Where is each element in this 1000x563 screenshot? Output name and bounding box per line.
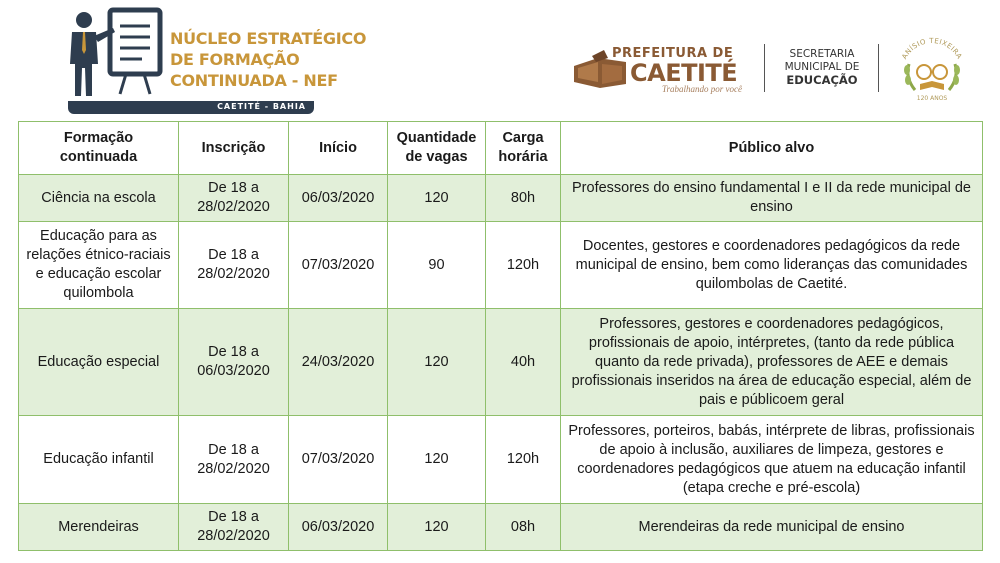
table-row <box>19 504 983 551</box>
header-formacao: Formação continuada <box>19 122 179 175</box>
header-inscricao: Inscrição <box>179 122 289 175</box>
cell-publico: Docentes, gestores e coordenadores pedagógicos da rede municipal de ensino, bem como lideranças das comunidades quilombolas de Caetité. <box>561 222 983 309</box>
nef-title <box>170 28 366 91</box>
cell-carga: 08h <box>486 504 561 551</box>
logo-divider <box>764 44 765 92</box>
prefeitura-slogan: Trabalhando por você <box>662 84 742 94</box>
cell-vagas: 120 <box>388 416 486 504</box>
prefeitura-name: CAETITÉ <box>630 59 738 87</box>
nef-logo <box>58 6 367 114</box>
nef-city: CAETITÉ - BAHIA <box>217 102 306 111</box>
secretaria-line: MUNICIPAL DE <box>784 61 860 73</box>
cell-inicio: 24/03/2020 <box>289 309 388 416</box>
cell-publico: Professores do ensino fundamental I e II da rede municipal de ensino <box>561 175 983 222</box>
table-header-row <box>19 122 983 175</box>
cell-inscricao: De 18 a 06/03/2020 <box>179 309 289 416</box>
cell-inicio: 07/03/2020 <box>289 222 388 309</box>
table-row <box>19 416 983 504</box>
cell-vagas: 120 <box>388 504 486 551</box>
nef-footer-bar <box>68 101 314 114</box>
cell-carga: 120h <box>486 416 561 504</box>
cell-publico: Professores, porteiros, babás, intérprete de libras, profissionais de apoio à inclusão, auxiliares de limpeza, gestores e coordenadores pedagógicos que atuem na educação infantil (etapa creche e pré-escola) <box>561 416 983 504</box>
secretaria-line: EDUCAÇÃO <box>786 73 858 87</box>
cell-publico: Merendeiras da rede municipal de ensino <box>561 504 983 551</box>
prefeitura-logo <box>572 42 772 96</box>
cell-formacao: Merendeiras <box>19 504 179 551</box>
header-carga: Carga horária <box>486 122 561 175</box>
cell-inscricao: De 18 a 28/02/2020 <box>179 175 289 222</box>
cell-vagas: 120 <box>388 309 486 416</box>
table-row <box>19 222 983 309</box>
cell-carga: 40h <box>486 309 561 416</box>
seal-top-text: ANÍSIO TEIXEIRA <box>900 36 964 61</box>
cell-publico: Professores, gestores e coordenadores pedagógicos, profissionais de apoio, intérpretes, (tanto da rede pública quanto da rede privada), professores de AEE e demais profissionais inseridos na área de educação especial, além de pais e públicoem geral <box>561 309 983 416</box>
cell-inscricao: De 18 a 28/02/2020 <box>179 504 289 551</box>
table-row <box>19 175 983 222</box>
header-vagas: Quantidade de vagas <box>388 122 486 175</box>
anisio-teixeira-seal <box>893 34 971 102</box>
cell-formacao: Educação para as relações étnico-raciais e educação escolar quilombola <box>19 222 179 309</box>
cell-inscricao: De 18 a 28/02/2020 <box>179 416 289 504</box>
cell-inscricao: De 18 a 28/02/2020 <box>179 222 289 309</box>
nef-title-line: CONTINUADA - NEF <box>170 71 338 90</box>
cell-vagas: 90 <box>388 222 486 309</box>
svg-text:ANÍSIO TEIXEIRA <box>900 37 963 61</box>
cell-formacao: Ciência na escola <box>19 175 179 222</box>
cell-carga: 120h <box>486 222 561 309</box>
seal-bottom-text: 120 ANOS <box>916 95 948 102</box>
nef-title-line: NÚCLEO ESTRATÉGICO <box>170 29 367 48</box>
table-row <box>19 309 983 416</box>
presenter-board-icon <box>58 6 168 114</box>
cell-inicio: 07/03/2020 <box>289 416 388 504</box>
cell-vagas: 120 <box>388 175 486 222</box>
courses-table <box>18 121 983 551</box>
cell-inicio: 06/03/2020 <box>289 175 388 222</box>
secretaria-line: SECRETARIA <box>789 48 855 60</box>
cell-inicio: 06/03/2020 <box>289 504 388 551</box>
cell-formacao: Educação especial <box>19 309 179 416</box>
cell-carga: 80h <box>486 175 561 222</box>
logo-divider <box>878 44 879 92</box>
prefeitura-top-text: PREFEITURA DE <box>612 46 734 61</box>
header-publico: Público alvo <box>561 122 983 175</box>
cell-formacao: Educação infantil <box>19 416 179 504</box>
header-inicio: Início <box>289 122 388 175</box>
secretaria-logo <box>776 48 868 87</box>
nef-title-line: DE FORMAÇÃO <box>170 50 300 69</box>
